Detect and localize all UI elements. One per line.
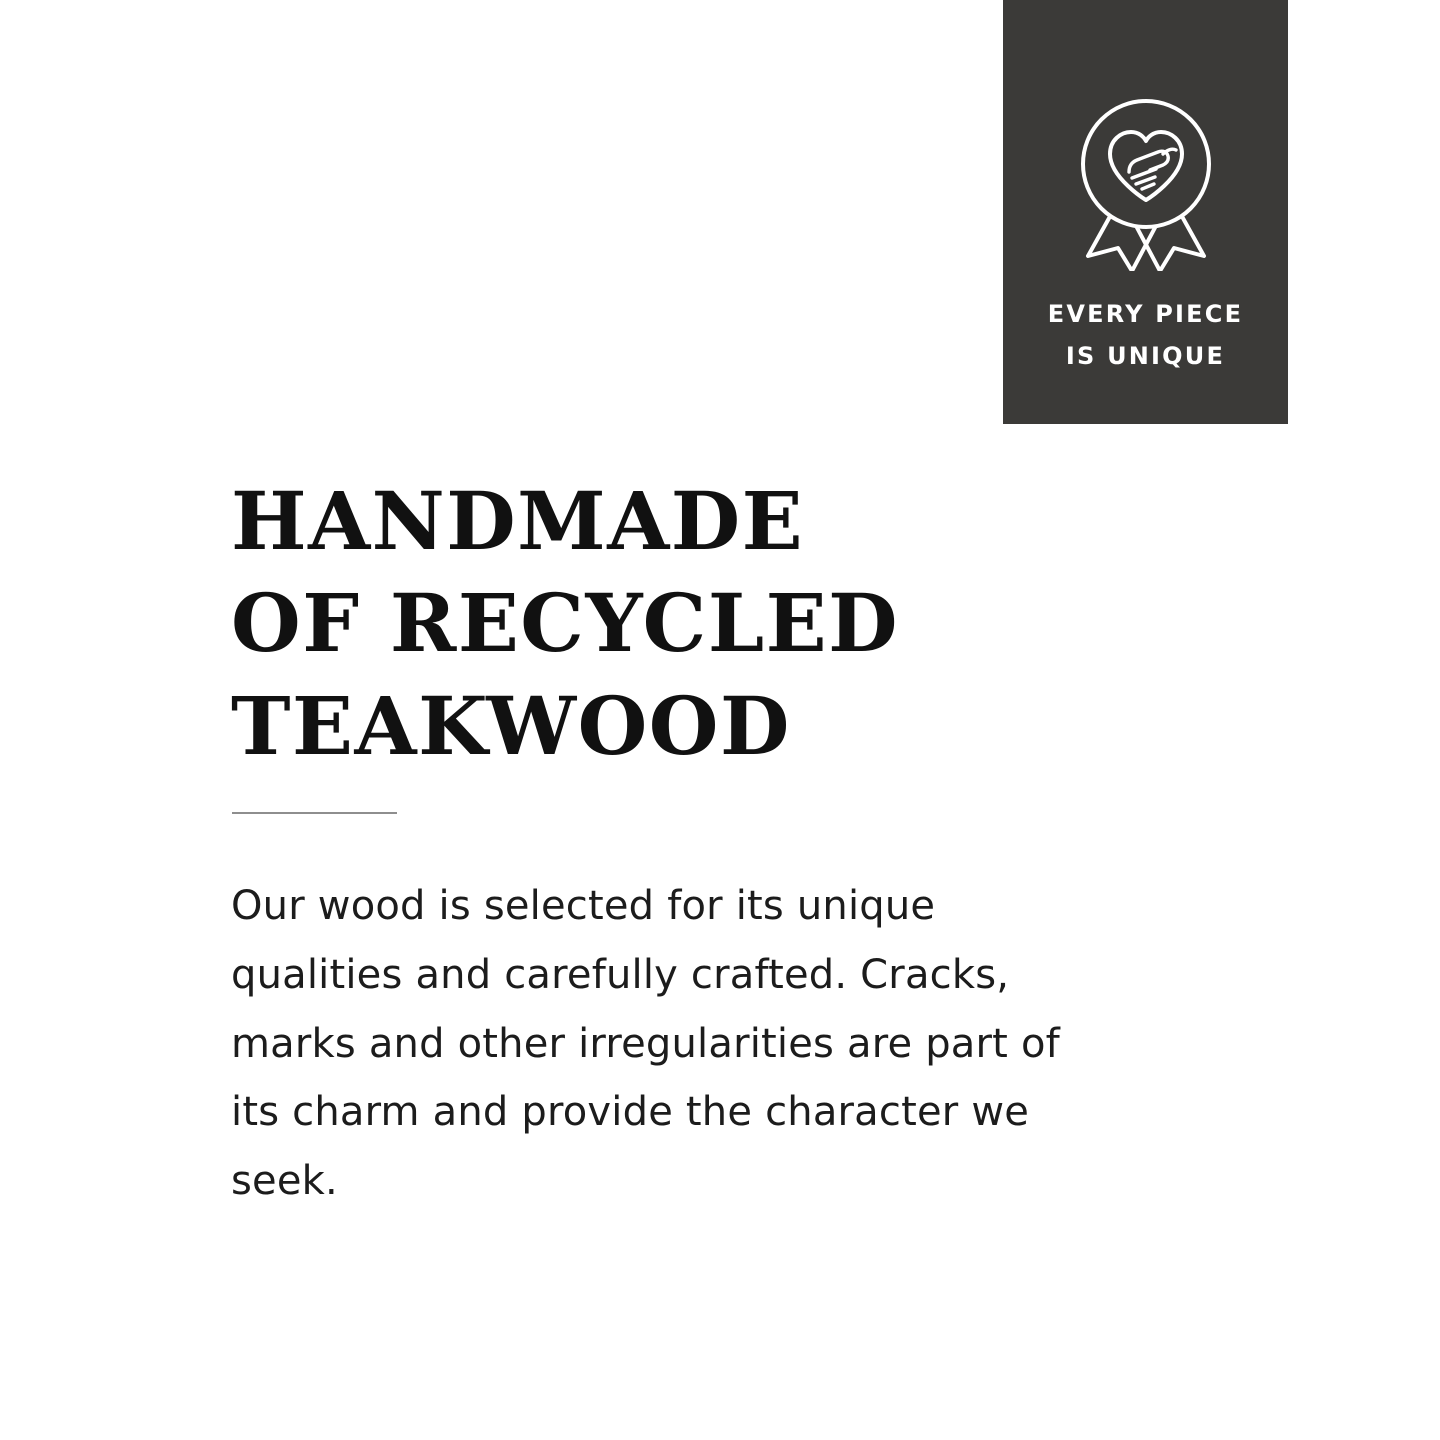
page-title-line-1: HANDMADE <box>231 474 805 568</box>
badge-caption <box>1048 293 1243 377</box>
page-title-line-2: OF RECYCLED <box>231 576 899 671</box>
badge-caption-line-1: EVERY PIECE <box>1047 300 1244 328</box>
body-paragraph: Our wood is selected for its unique qualities and carefully crafted. Cracks, marks and other irregularities are part of its charm and provide the character we seek. <box>231 883 1060 1205</box>
handmade-heart-ribbon-badge-icon <box>1066 96 1226 271</box>
page-title-line-3: TEAKWOOD <box>231 678 791 773</box>
page-title <box>231 470 991 777</box>
badge-panel <box>1003 0 1288 424</box>
divider <box>232 812 397 814</box>
badge-caption-line-2: IS UNIQUE <box>1065 342 1226 370</box>
